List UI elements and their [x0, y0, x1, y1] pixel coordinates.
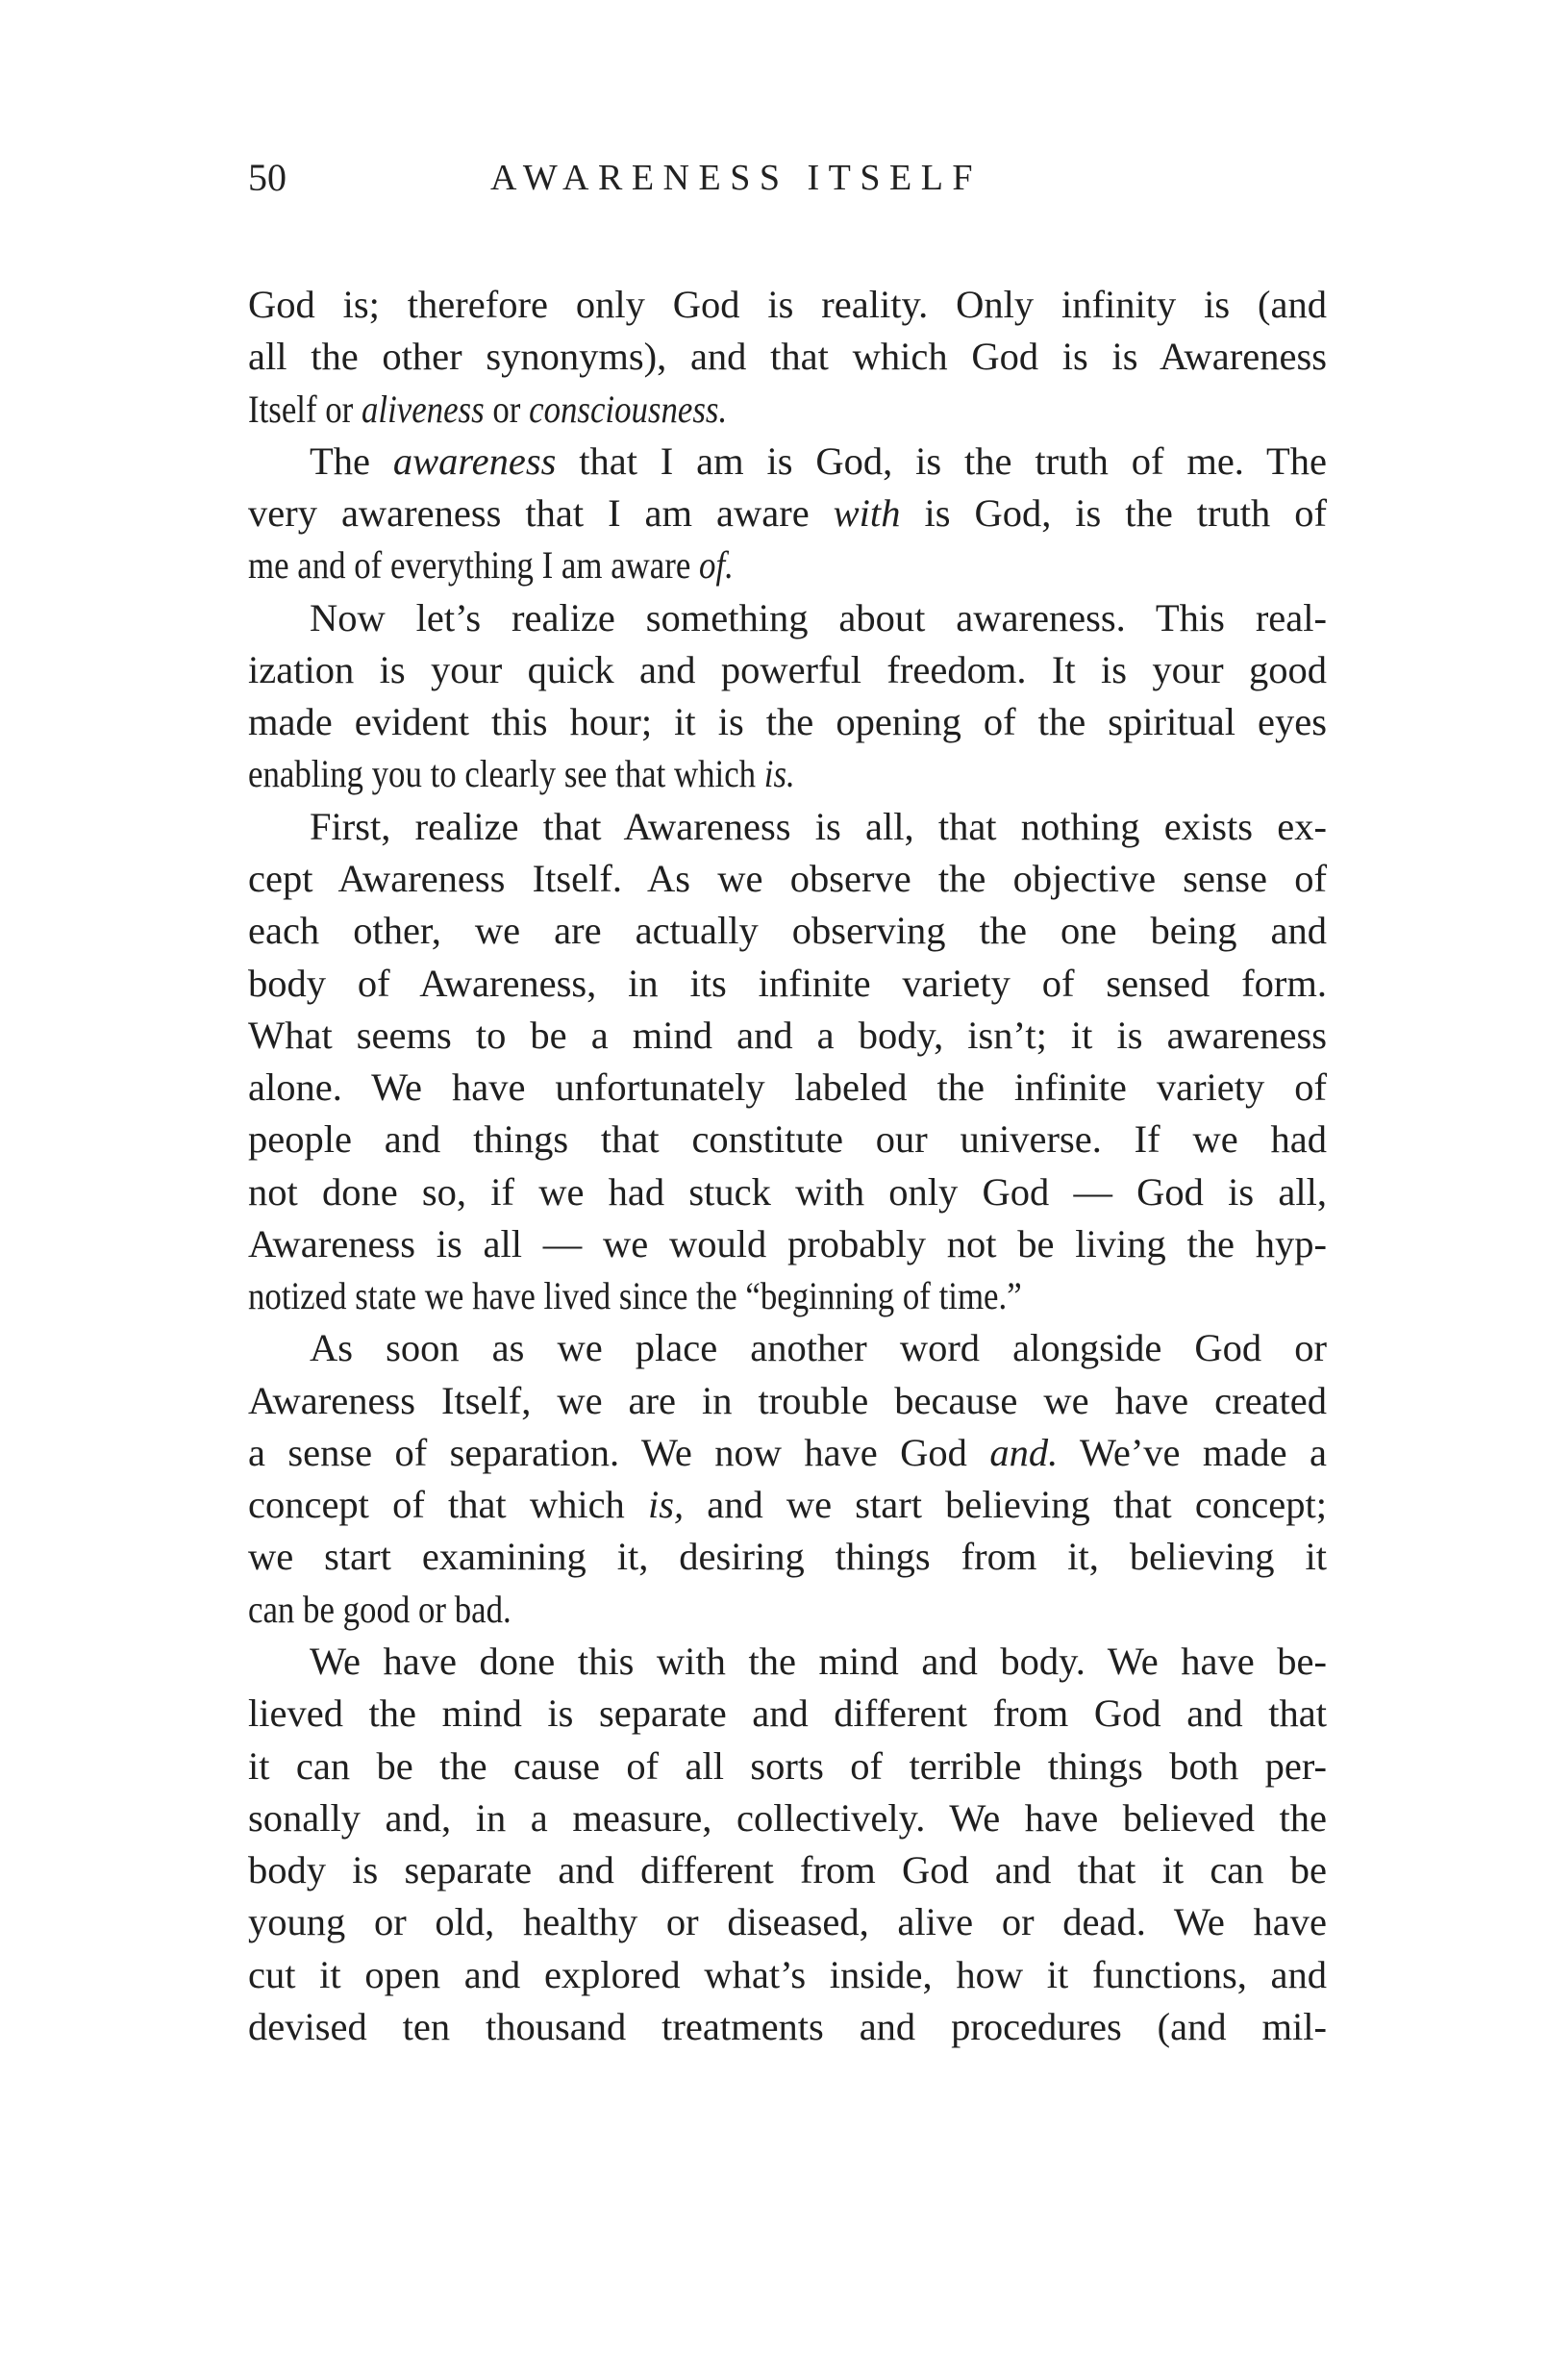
- running-title: AWARENESS ITSELF: [490, 158, 983, 198]
- text-line-content: [248, 1114, 1327, 1165]
- text-run: young or old, healthy or diseased, alive or dead. We have: [248, 1900, 1327, 1944]
- text-run: can be good or bad.: [248, 1587, 512, 1631]
- text-line: [248, 592, 1327, 644]
- text-line: [248, 1636, 1327, 1688]
- text-run: sonally and, in a measure, collectively. We have believed the: [248, 1795, 1327, 1840]
- text-line: [248, 1688, 1327, 1740]
- italic-emphasis: aliveness: [361, 387, 485, 431]
- italic-emphasis: with: [833, 491, 901, 536]
- text-line: [248, 1218, 1327, 1270]
- text-run: notized state we have lived since the “beginning of time.”: [248, 1274, 1022, 1318]
- text-run: Now let’s realize something about awareness. This real-: [310, 595, 1327, 639]
- text-line-content: [310, 592, 1327, 644]
- text-run: Awareness Itself, we are in trouble because we have created: [248, 1378, 1327, 1422]
- text-run: As soon as we place another word alongside God or: [310, 1326, 1327, 1370]
- text-line: [248, 958, 1327, 1010]
- text-line: [248, 331, 1327, 383]
- text-line: [248, 696, 1327, 748]
- text-line: [248, 384, 1327, 436]
- text-line-content: [248, 1531, 1327, 1583]
- text-line: [248, 1949, 1327, 2001]
- text-line: [248, 905, 1327, 957]
- italic-emphasis: awareness: [392, 438, 557, 483]
- text-run: or: [484, 387, 530, 431]
- text-run: me and of everything I am aware: [248, 543, 700, 588]
- text-line: [248, 1741, 1327, 1792]
- text-line-content: [248, 488, 1327, 539]
- text-line-content: [248, 748, 795, 800]
- italic-emphasis: is.: [763, 752, 795, 796]
- text-line: [248, 2001, 1327, 2053]
- text-line-content: [248, 1792, 1327, 1844]
- text-line-content: [248, 1375, 1327, 1427]
- text-line-content: [248, 331, 1327, 383]
- text-run: Itself or: [248, 387, 362, 431]
- text-line: [248, 436, 1327, 488]
- text-line: [248, 1062, 1327, 1114]
- text-line-content: [248, 1844, 1327, 1896]
- text-line: [248, 1270, 1327, 1322]
- text-line: [248, 1322, 1327, 1374]
- text-run: We have done this with the mind and body. We have be-: [310, 1640, 1327, 1684]
- text-run: cept Awareness Itself. As we observe the objective sense of: [248, 856, 1327, 900]
- text-run: body is separate and different from God and that it can be: [248, 1848, 1327, 1892]
- text-line: [248, 1531, 1327, 1583]
- text-line: [248, 1792, 1327, 1844]
- text-line: [248, 853, 1327, 905]
- text-line: [248, 1010, 1327, 1062]
- text-run: and we start believing that concept;: [684, 1483, 1327, 1527]
- text-line: [248, 1375, 1327, 1427]
- page-number: 50: [248, 156, 287, 199]
- text-line-content: [248, 1896, 1327, 1948]
- text-run: each other, we are actually observing the one being and: [248, 909, 1327, 953]
- text-line: [248, 801, 1327, 853]
- text-line-content: [248, 384, 727, 436]
- text-line-content: [310, 436, 1327, 488]
- text-line: [248, 1584, 1327, 1636]
- text-run: it can be the cause of all sorts of terrible things both per-: [248, 1743, 1327, 1788]
- text-line-content: [248, 1949, 1327, 2001]
- text-line: [248, 644, 1327, 696]
- text-line-content: [248, 1427, 1327, 1479]
- text-line-content: [310, 801, 1327, 853]
- text-run: very awareness that I am aware: [248, 491, 834, 536]
- text-run: alone. We have unfortunately labeled the infinite variety of: [248, 1065, 1327, 1110]
- text-line: [248, 1114, 1327, 1165]
- text-run: all the other synonyms), and that which God is is Awareness: [248, 335, 1327, 379]
- text-run: not done so, if we had stuck with only God — God is all,: [248, 1169, 1327, 1214]
- text-run: a sense of separation. We now have God: [248, 1430, 990, 1474]
- italic-emphasis: and.: [989, 1430, 1059, 1474]
- text-line: [248, 748, 1327, 800]
- text-run: that I am is God, is the truth of me. The: [556, 438, 1328, 483]
- text-line-content: [248, 1479, 1327, 1531]
- text-line: [248, 279, 1327, 331]
- text-run: people and things that constitute our universe. If we had: [248, 1117, 1327, 1162]
- text-line-content: [248, 1166, 1327, 1218]
- text-line-content: [248, 2001, 1327, 2053]
- text-run: concept of that which: [248, 1483, 648, 1527]
- text-run: The: [310, 438, 393, 483]
- text-line: [248, 539, 1327, 591]
- text-line-content: [248, 1741, 1327, 1792]
- text-run: devised ten thousand treatments and procedures (and mil-: [248, 2004, 1327, 2048]
- text-line: [248, 1844, 1327, 1896]
- italic-emphasis: consciousness.: [529, 387, 728, 431]
- text-run: We’ve made a: [1058, 1430, 1328, 1474]
- text-run: What seems to be a mind and a body, isn’t; it is awareness: [248, 1013, 1327, 1057]
- text-run: we start examining it, desiring things from it, believing it: [248, 1535, 1327, 1579]
- text-run: made evident this hour; it is the opening of the spiritual eyes: [248, 700, 1327, 744]
- text-run: ization is your quick and powerful freedom. It is your good: [248, 647, 1327, 691]
- text-run: body of Awareness, in its infinite variety of sensed form.: [248, 961, 1327, 1005]
- text-line-content: [248, 1218, 1327, 1270]
- italic-emphasis: of.: [699, 543, 734, 588]
- text-line-content: [248, 905, 1327, 957]
- text-line: [248, 488, 1327, 539]
- text-line-content: [248, 1584, 512, 1636]
- text-line-content: [248, 644, 1327, 696]
- text-line: [248, 1166, 1327, 1218]
- text-run: is God, is the truth of: [900, 491, 1327, 536]
- text-line-content: [248, 1270, 1022, 1322]
- text-line-content: [310, 1636, 1327, 1688]
- text-run: lieved the mind is separate and different from God and that: [248, 1691, 1327, 1736]
- text-line-content: [248, 853, 1327, 905]
- text-line-content: [248, 696, 1327, 748]
- text-run: enabling you to clearly see that which: [248, 752, 764, 796]
- text-line-content: [310, 1322, 1327, 1374]
- text-line-content: [248, 539, 734, 591]
- text-run: cut it open and explored what’s inside, how it functions, and: [248, 1952, 1327, 1996]
- text-line: [248, 1479, 1327, 1531]
- text-line: [248, 1896, 1327, 1948]
- text-line-content: [248, 1010, 1327, 1062]
- text-line: [248, 1427, 1327, 1479]
- text-line-content: [248, 958, 1327, 1010]
- text-run: First, realize that Awareness is all, that nothing exists ex-: [310, 804, 1327, 848]
- text-line-content: [248, 1062, 1327, 1114]
- text-line-content: [248, 279, 1327, 331]
- text-run: God is; therefore only God is reality. Only infinity is (and: [248, 283, 1327, 326]
- text-run: Awareness is all — we would probably not be living the hyp-: [248, 1221, 1327, 1265]
- italic-emphasis: is,: [647, 1483, 685, 1527]
- text-line-content: [248, 1688, 1327, 1740]
